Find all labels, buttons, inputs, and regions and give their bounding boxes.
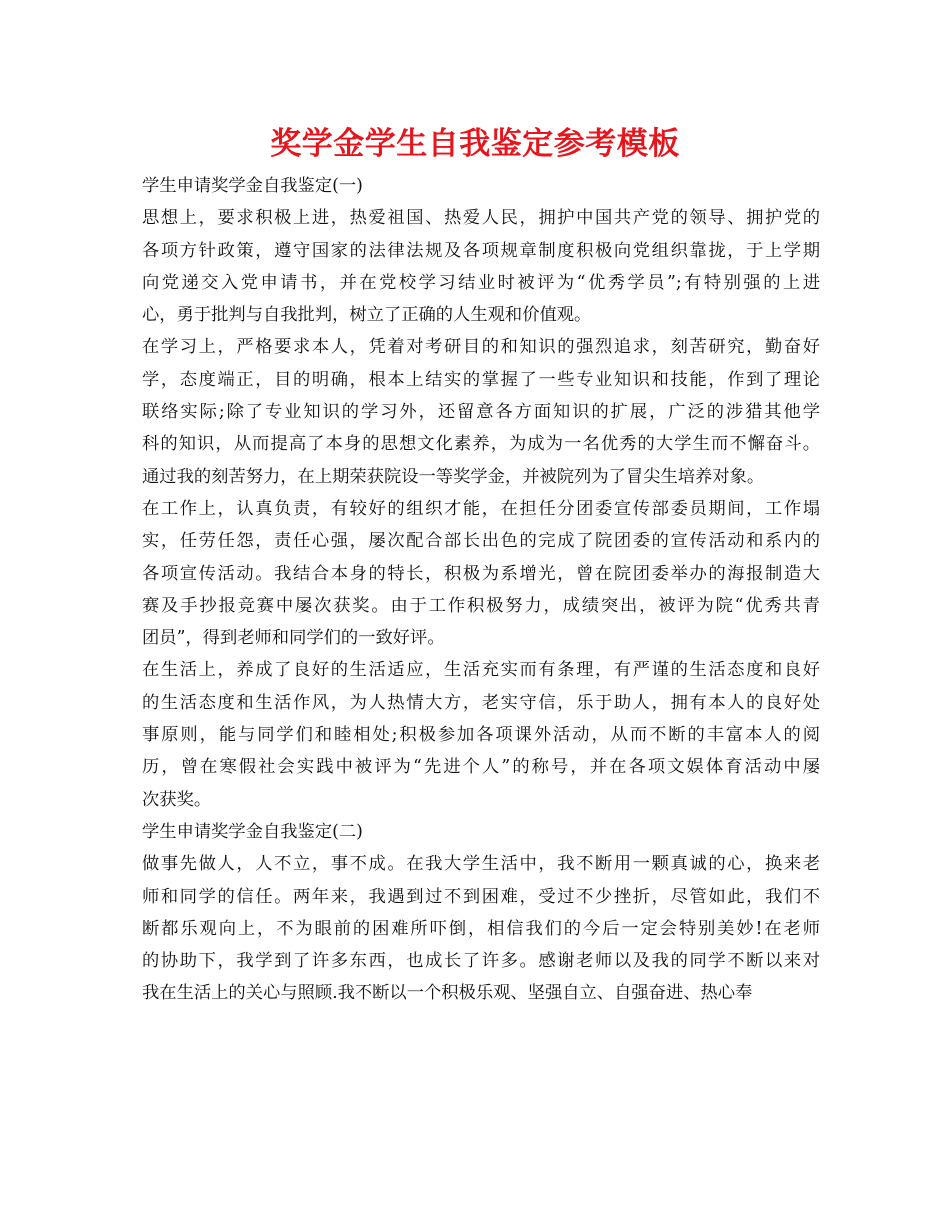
text-line: 做事先做人，人不立，事不成。在我大学生活中，我不断用一颗真诚的心，换来老: [142, 854, 820, 875]
text-line: 各项方针政策，遵守国家的法律法规及各项规章制度积极向党组织靠拢，于上学期: [142, 240, 820, 261]
text-line: 学，态度端正，目的明确，根本上结实的掌握了一些专业知识和技能，作到了理论: [142, 369, 820, 390]
paragraph: [142, 202, 820, 331]
text-line: 事原则，能与同学们和睦相处;积极参加各项课外活动，从而不断的丰富本人的阅: [142, 725, 820, 746]
section-heading: 学生申请奖学金自我鉴定(二): [142, 821, 363, 842]
paragraph: [142, 848, 820, 1009]
document-title: 奖学金学生自我鉴定参考模板: [270, 126, 680, 162]
text-line: 实，任劳任怨，责任心强，屡次配合部长出色的完成了院团委的宣传活动和系内的: [142, 531, 820, 552]
text-line: 赛及手抄报竞赛中屡次获奖。由于工作积极努力，成绩突出，被评为院“优秀共青: [142, 595, 820, 616]
text-line: 团员”，得到老师和同学们的一致好评。: [142, 628, 445, 649]
text-line: 断都乐观向上，不为眼前的困难所吓倒，相信我们的今后一定会特别美妙!在老师: [142, 918, 820, 939]
text-line: 的生活态度和生活作风，为人热情大方，老实守信，乐于助人，拥有本人的良好处: [142, 692, 820, 713]
text-line: 在工作上，认真负责，有较好的组织才能，在担任分团委宣传部委员期间，工作塌: [142, 498, 820, 519]
text-line: 科的知识，从而提高了本身的思想文化素养，为成为一名优秀的大学生而不懈奋斗。: [142, 434, 820, 455]
text-line: 向党递交入党申请书，并在党校学习结业时被评为“优秀学员”;有特别强的上进: [142, 272, 820, 293]
text-line: 在学习上，严格要求本人，凭着对考研目的和知识的强烈追求，刻苦研究，勤奋好: [142, 337, 820, 358]
document-body: [142, 170, 820, 1010]
text-line: 的协助下，我学到了许多东西，也成长了许多。感谢老师以及我的同学不断以来对: [142, 951, 820, 972]
text-line: 通过我的刻苦努力，在上期荣获院设一等奖学金，并被院列为了冒尖生培养对象。: [142, 466, 765, 487]
text-line: 我在生活上的关心与照顾.我不断以一个积极乐观、坚强自立、自强奋进、热心奉: [142, 983, 753, 1004]
text-line: 次获奖。: [142, 789, 212, 810]
text-line: 历，曾在寒假社会实践中被评为“先进个人”的称号，并在各项文娱体育活动中屡: [142, 757, 820, 778]
text-line: 联络实际;除了专业知识的学习外，还留意各方面知识的扩展，广泛的涉猎其他学: [142, 402, 820, 423]
text-line: 各项宣传活动。我结合本身的特长，积极为系增光，曾在院团委举办的海报制造大: [142, 563, 820, 584]
text-line: 思想上，要求积极上进，热爱祖国、热爱人民，拥护中国共产党的领导、拥护党的: [142, 208, 820, 229]
paragraph: [142, 331, 820, 492]
text-line: 在生活上，养成了良好的生活适应，生活充实而有条理，有严谨的生活态度和良好: [142, 660, 820, 681]
paragraph: [142, 493, 820, 654]
section-heading: 学生申请奖学金自我鉴定(一): [142, 176, 363, 196]
text-line: 心，勇于批判与自我批判，树立了正确的人生观和价值观。: [142, 305, 592, 326]
paragraph: [142, 654, 820, 815]
text-line: 师和同学的信任。两年来，我遇到过不到困难，受过不少挫折，尽管如此，我们不: [142, 886, 820, 907]
